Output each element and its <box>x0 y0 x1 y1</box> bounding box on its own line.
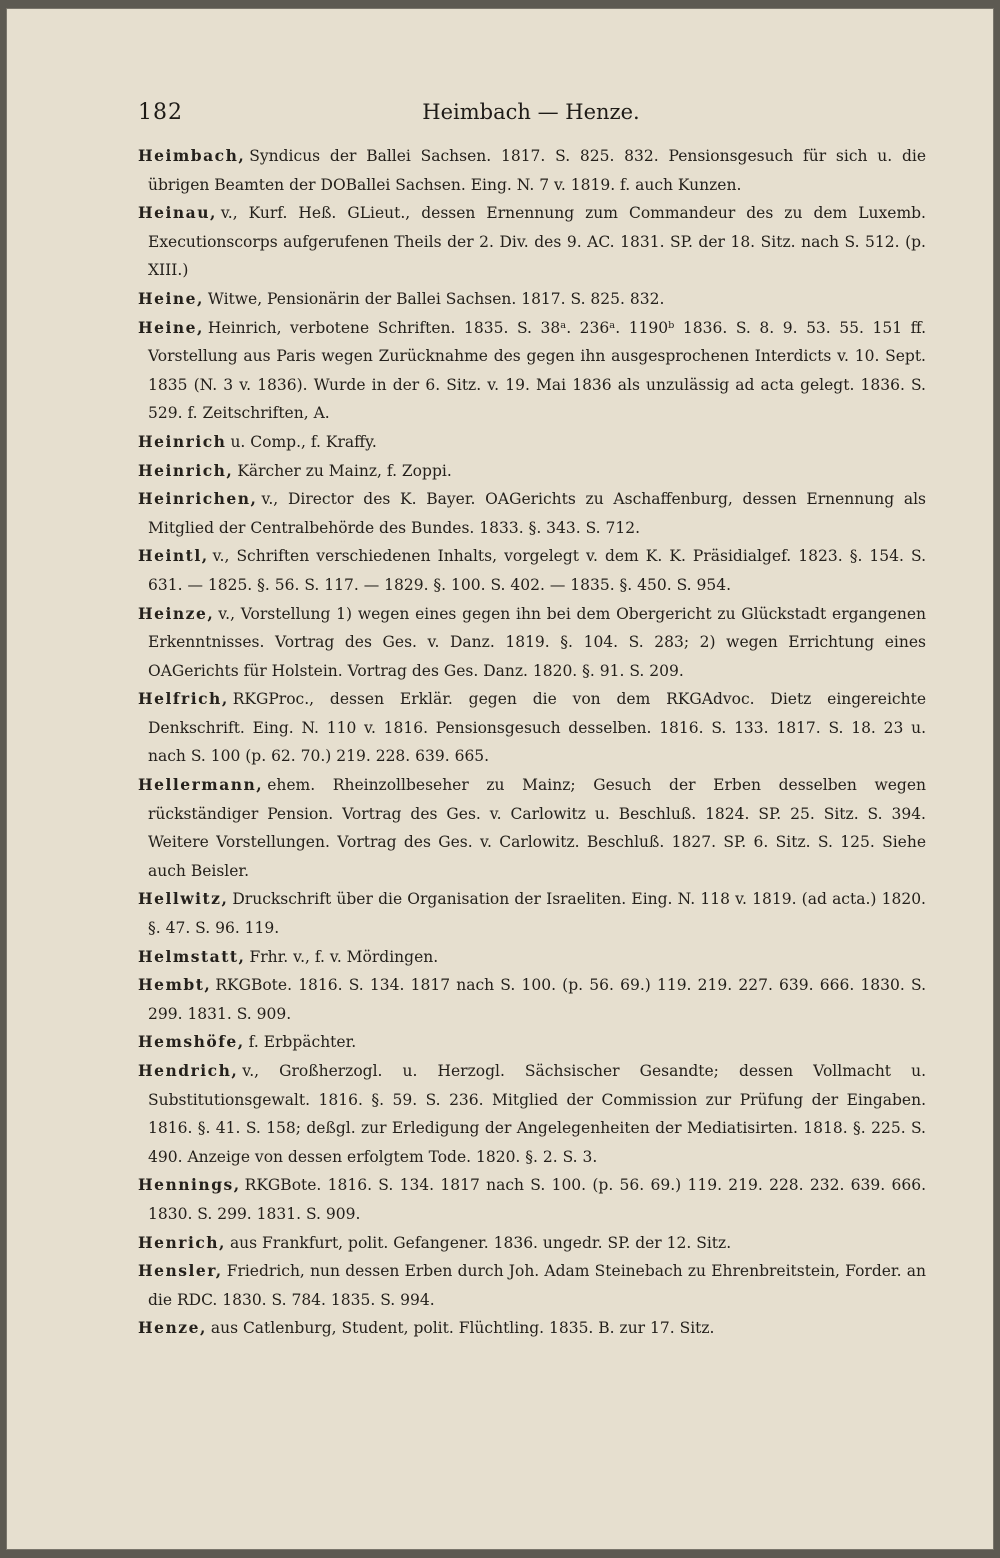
entry-headword: Heine, <box>138 288 204 308</box>
entry-headword: Heinau, <box>138 203 217 223</box>
entry-headword: Hemshöfe, <box>138 1032 245 1052</box>
entry-text: Heinrich, verbotene Schriften. 1835. S. 38ᵃ. 236ᵃ. 1190ᵇ 1836. S. 8. 9. 53. 55. 151 ff. Vorstellung aus Paris wegen Zurücknahme des gegen ihn ausgesprochenen Interdicts v. 10. Sept. 1835 (N. 3 v. 1836). Wurde in der 6. Sitz. v. 19. Mai 1836 als unzulässig ad acta gelegt. 1836. S. 529. f. Zeitschriften, A. <box>148 318 926 423</box>
entry-text: v., Director des K. Bayer. OAGerichts zu Aschaffenburg, dessen Ernennung als Mitglied der Centralbehörde des Bundes. 1833. §. 343. S. 712. <box>148 490 926 537</box>
index-entry <box>100 285 926 314</box>
running-head: Heimbach — Henze. <box>422 100 640 124</box>
entry-text: aus Frankfurt, polit. Gefangener. 1836. ungedr. SP. der 12. Sitz. <box>229 1233 732 1252</box>
entry-headword: Henze, <box>138 1318 207 1338</box>
entry-headword: Helmstatt, <box>138 946 246 966</box>
entry-headword: Hembt, <box>138 975 212 995</box>
entry-text: RKGBote. 1816. S. 134. 1817 nach S. 100. (p. 56. 69.) 119. 219. 228. 232. 639. 666. 1830. S. 299. 1831. S. 909. <box>148 1176 926 1223</box>
entry-text: Druckschrift über die Organisation der Israeliten. Eing. N. 118 v. 1819. (ad acta.) 1820. §. 47. S. 96. 119. <box>148 890 926 938</box>
index-entry <box>100 199 926 285</box>
index-entry <box>100 1229 926 1258</box>
index-entry <box>100 142 926 199</box>
index-entry <box>100 314 926 428</box>
entry-headword: Heine, <box>138 317 204 337</box>
entry-text: Witwe, Pensionärin der Ballei Sachsen. 1817. S. 825. 832. <box>207 289 665 308</box>
index-entry <box>100 971 926 1028</box>
index-entry <box>100 542 926 599</box>
entry-headword: Hellermann, <box>138 775 264 795</box>
entry-text: ehem. Rheinzollbeseher zu Mainz; Gesuch der Erben desselben wegen rückständiger Pension. Vortrag des Ges. v. Carlowitz u. Beschluß. 1824. SP. 25. Sitz. S. 394. Weitere Vorstellungen. Vortrag des Ges. v. Carlowitz. Beschluß. 1827. SP. 6. Sitz. S. 125. Siehe auch Beisler. <box>148 776 926 880</box>
entry-text: f. Erbpächter. <box>248 1033 357 1052</box>
entry-text: u. Comp., f. Kraffy. <box>230 432 377 451</box>
entry-text: Kärcher zu Mainz, f. Zoppi. <box>237 461 452 480</box>
book-page <box>6 8 994 1550</box>
entry-headword: Henrich, <box>138 1232 226 1252</box>
entry-headword: Heinrich <box>138 431 227 451</box>
entry-headword: Heinrichen, <box>138 489 258 509</box>
index-entry <box>100 943 926 972</box>
entry-headword: Heinrich, <box>138 460 234 480</box>
index-entries <box>138 142 926 1343</box>
page-number: 182 <box>138 100 183 125</box>
entry-text: v., Kurf. Heß. GLieut., dessen Ernennung zum Commandeur des zu dem Luxemb. Executionscorps aufgerufenen Theils der 2. Div. des 9. AC. 1831. SP. der 18. Sitz. nach S. 512. (p. XIII.) <box>148 204 926 280</box>
entry-headword: Hellwitz, <box>138 889 229 909</box>
index-entry <box>100 1171 926 1228</box>
entry-text: v., Großherzogl. u. Herzogl. Sächsischer Gesandte; dessen Vollmacht u. Substitutionsgewalt. 1816. §. 59. S. 236. Mitglied der Commission zur Prüfung der Eingaben. 1816. §. 41. S. 158; deßgl. zur Erledigung der Angelegenheiten der Mediatisirten. 1818. §. 225. S. 490. Anzeige von dessen erfolgtem Tode. 1820. §. 2. S. 3. <box>148 1062 926 1166</box>
index-entry <box>100 771 926 885</box>
index-entry <box>100 1314 926 1343</box>
entry-text: Frhr. v., f. v. Mördingen. <box>249 947 439 966</box>
index-entry <box>100 1057 926 1171</box>
entry-headword: Heintl, <box>138 546 209 566</box>
entry-text: RKGBote. 1816. S. 134. 1817 nach S. 100. (p. 56. 69.) 119. 219. 227. 639. 666. 1830. S. 299. 1831. S. 909. <box>148 976 926 1023</box>
index-entry <box>100 485 926 542</box>
entry-text: Syndicus der Ballei Sachsen. 1817. S. 825. 832. Pensionsgesuch für sich u. die übrigen Beamten der DOBallei Sachsen. Eing. N. 7 v. 1819. f. auch Kunzen. <box>148 147 926 194</box>
entry-headword: Heimbach, <box>138 146 246 165</box>
entry-text: v., Vorstellung 1) wegen eines gegen ihn bei dem Obergericht zu Glückstadt ergangenen Erkenntnisses. Vortrag des Ges. v. Danz. 1819. §. 104. S. 283; 2) wegen Errichtung eines OAGerichts für Holstein. Vortrag des Ges. Danz. 1820. §. 91. S. 209. <box>148 604 926 680</box>
index-entry <box>100 685 926 771</box>
entry-headword: Hennings, <box>138 1175 241 1195</box>
index-entry <box>100 600 926 686</box>
entry-text: RKGProc., dessen Erklär. gegen die von dem RKGAdvoc. Dietz eingereichte Denkschrift. Eing. N. 110 v. 1816. Pensionsgesuch desselben. 1816. S. 133. 1817. S. 18. 23 u. nach S. 100 (p. 62. 70.) 219. 228. 639. 665. <box>148 690 926 766</box>
entry-headword: Hensler, <box>138 1261 223 1281</box>
entry-headword: Helfrich, <box>138 689 229 709</box>
page-header <box>138 100 924 140</box>
index-entry <box>100 885 926 942</box>
entry-text: Friedrich, nun dessen Erben durch Joh. Adam Steinebach zu Ehrenbreitstein, Forder. an die RDC. 1830. S. 784. 1835. S. 994. <box>148 1262 926 1309</box>
index-entry <box>100 428 926 457</box>
entry-text: v., Schriften verschiedenen Inhalts, vorgelegt v. dem K. K. Präsidialgef. 1823. §. 154. S. 631. — 1825. §. 56. S. 117. — 1829. §. 100. S. 402. — 1835. §. 450. S. 954. <box>148 547 926 594</box>
entry-text: aus Catlenburg, Student, polit. Flüchtling. 1835. B. zur 17. Sitz. <box>210 1319 715 1338</box>
entry-headword: Hendrich, <box>138 1061 239 1080</box>
index-entry <box>100 457 926 486</box>
index-entry <box>100 1028 926 1057</box>
index-entry <box>100 1257 926 1314</box>
entry-headword: Heinze, <box>138 603 215 623</box>
